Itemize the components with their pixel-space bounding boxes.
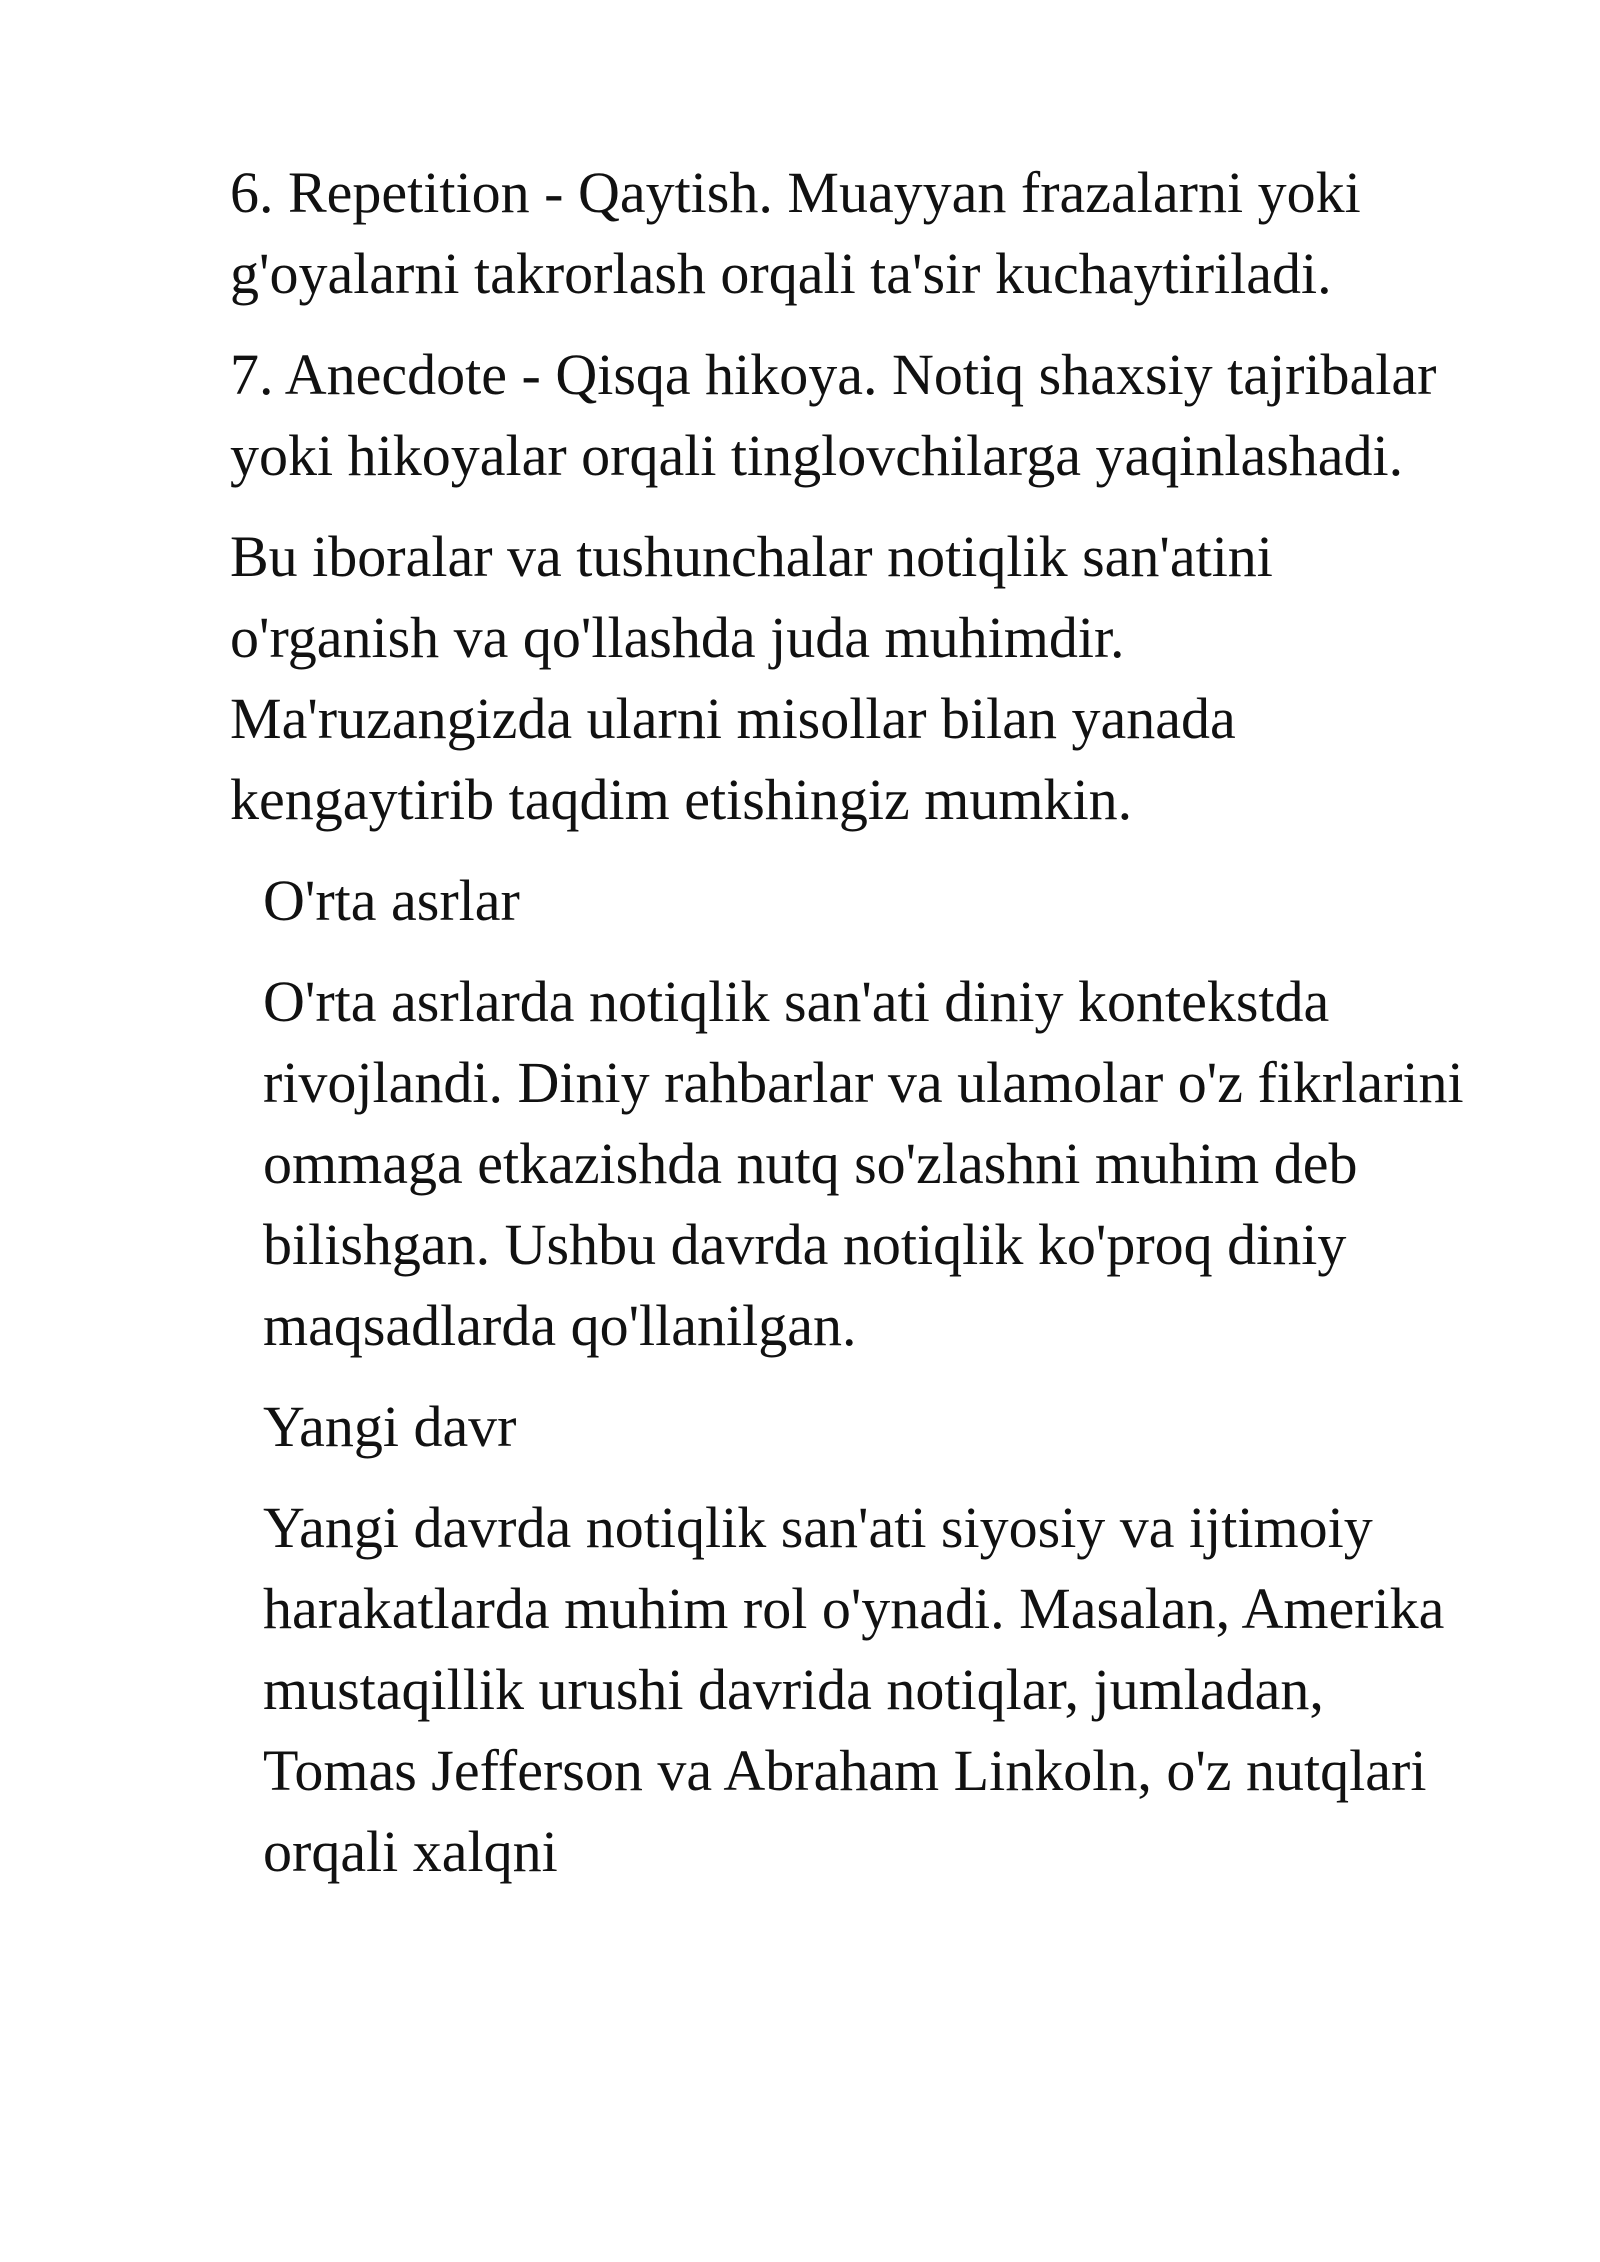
list-item-repetition: 6. Repetition - Qaytish. Muayyan frazalarni yoki g'oyalarni takrorlash orqali ta'sir kuchaytiriladi. <box>230 160 1361 306</box>
document-page <box>230 152 1480 1892</box>
orta-asrlar-paragraph: O'rta asrlarda notiqlik san'ati diniy kontekstda rivojlandi. Diniy rahbarlar va ulamolar o'z fikrlarini ommaga etkazishda nutq so'zlashni muhim deb bilishgan. Ushbu davrda notiqlik ko'proq diniy maqsadlarda qo'llanilgan. <box>263 969 1464 1358</box>
summary-paragraph: Bu iboralar va tushunchalar notiqlik san'atini o'rganish va qo'llashda juda muhimdir. Ma'ruzangizda ularni misollar bilan yanada kengaytirib taqdim etishingiz mumkin. <box>230 524 1273 832</box>
section-heading-yangi-davr: Yangi davr <box>263 1394 517 1459</box>
section-heading-orta-asrlar: O'rta asrlar <box>263 868 520 933</box>
yangi-davr-paragraph: Yangi davrda notiqlik san'ati siyosiy va ijtimoiy harakatlarda muhim rol o'ynadi. Masalan, Amerika mustaqillik urushi davrida notiqlar, jumladan, Tomas Jefferson va Abraham Linkoln, o'z nutqlari orqali xalqni <box>263 1495 1445 1884</box>
list-item-anecdote: 7. Anecdote - Qisqa hikoya. Notiq shaxsiy tajribalar yoki hikoyalar orqali tinglovchilarga yaqinlashadi. <box>230 342 1437 488</box>
